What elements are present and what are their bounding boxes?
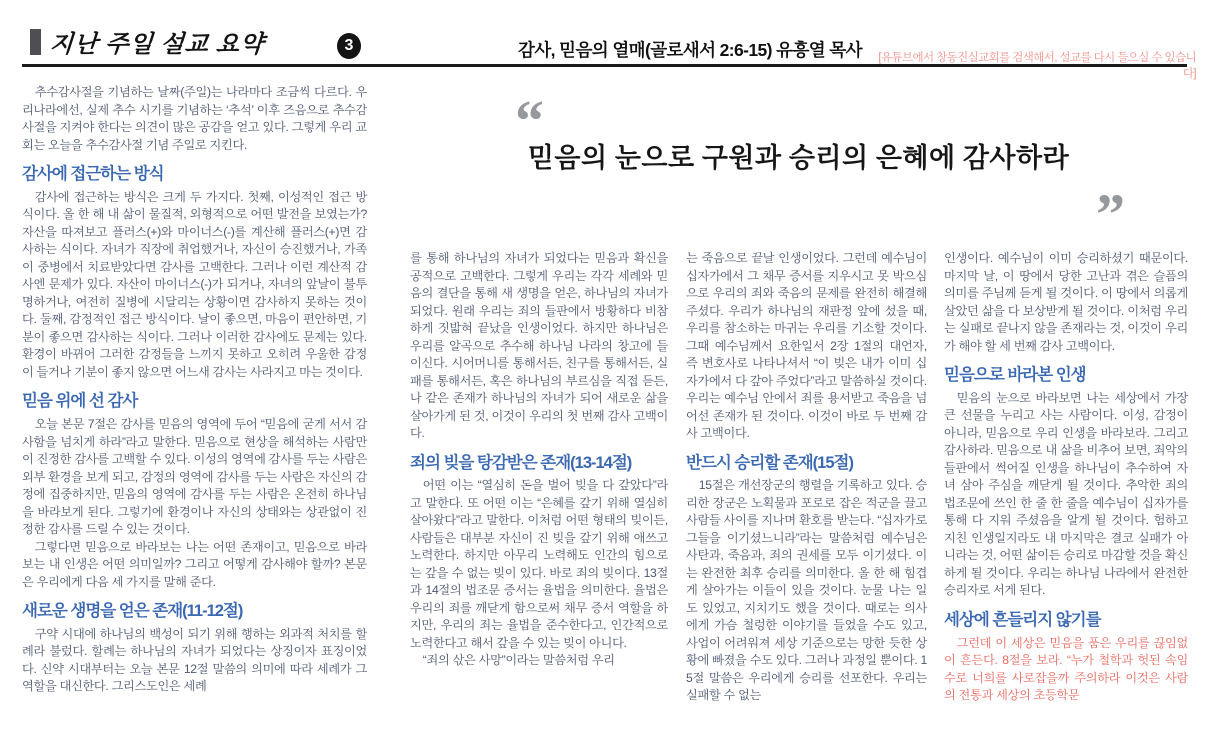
column-3 — [686, 250, 927, 705]
logo-block-icon — [30, 29, 41, 55]
section-logo-text: 지난 주일 설교 요약 — [48, 32, 266, 58]
body-paragraph: 어떤 이는 “열심히 돈을 벌어 빚을 다 갚았다”라고 말한다. 또 어떤 이는 “은혜를 갚기 위해 열심히 살아왔다”라고 말한다. 이처럼 어떤 형태의 빚이든, 사람들은 대부분 자신이 진 빚을 갚기 위해 애쓰고 노력한다. 하지만 아무리 노력해도 인간의 힘으로는 갚을 수 없는 빚이 있다. 바로 죄의 빚이다. 13절과 14절의 법조문 증서는 율법을 의미한다. 율법은 우리의 죄를 깨닫게 함으로써 채무 증서 역할을 하지만, 우리의 죄는 율법을 준수한다고, 인간적으로 노력한다고 해서 갚을 수 있는 빚이 아니다. — [410, 478, 668, 650]
column-2 — [410, 250, 668, 670]
column-4 — [944, 250, 1188, 705]
body-paragraph: 그렇다면 믿음으로 바라보는 나는 어떤 존재이고, 믿음으로 바라보는 내 인생은 어떤 의미일까? 그리고 어떻게 감사해야 할까? 본문은 우리에게 다음 세 가지를 말해 준다. — [22, 539, 367, 589]
body-paragraph: 는 죽음으로 끝날 인생이었다. 그런데 예수님이 십자가에서 그 채무 증서를 지우시고 못 박으심으로 우리의 죄와 죽음의 문제를 완전히 해결해 주셨다. 우리가 하나님의 재판정 앞에 섰을 때, 우리를 참소하는 마귀는 우리를 기소할 것이다. 그때 예수님께서 요한일서 2장 1절의 대언자, 즉 변호사로 나타나셔서 “이 빚은 내가 이미 십자가에서 다 갚아 주었다”라고 말씀하실 것이다. 우리는 예수님 안에서 죄를 용서받고 죽음을 넘어선 존재가 된 것이다. 이것이 바로 두 번째 감사 고백이다. — [686, 251, 927, 440]
body-paragraph: 오늘 본문 7절은 감사를 믿음의 영역에 두어 “믿음에 굳게 서서 감사함을 넘치게 하라”라고 말한다. 믿음으로 현상을 해석하는 사람만이 진정한 감사를 고백할 수 있다. 이성의 영역에 감사를 두는 사람은 외부 환경을 보게 되고, 감정의 영역에 감사를 두는 사람은 자신의 감정에 집중하지만, 믿음의 영역에 감사를 두는 사람은 온전히 하나님을 바라보게 된다. 그렇기에 환경이나 자신의 상태와는 상관없이 진정한 감사를 드릴 수 있는 것이다. — [22, 417, 367, 537]
header-divider — [22, 64, 1187, 67]
pull-quote-text: 믿음의 눈으로 구원과 승리의 은혜에 감사하라 — [527, 143, 1070, 173]
body-paragraph: 추수감사절을 기념하는 날짜(주일)는 나라마다 조금씩 다르다. 우리나라에선, 실제 추수 시기를 기념하는 ‘추석’ 이후 즈음으로 추수감사절을 지켜야 한다는 의견이 많은 공감을 얻고 있다. 그렇게 우리 교회는 오늘을 추수감사절 기념 주일로 지킨다. — [22, 85, 367, 152]
section-heading: 죄의 빚을 탕감받은 존재(13-14절) — [410, 453, 632, 472]
body-paragraph: 인생이다. 예수님이 이미 승리하셨기 때문이다. 마지막 날, 이 땅에서 당한 고난과 겪은 슬픔의 의미를 주님께 듣게 될 것이다. 이 땅에서 의롭게 살았던 삶을 다 보상받게 될 것이다. 이처럼 우리는 실패로 끝나지 않을 존재라는 것, 이것이 우리가 해야 할 세 번째 감사 고백이다. — [944, 251, 1188, 353]
page-number-badge: 3 — [337, 33, 361, 59]
body-paragraph: 15절은 개선장군의 행렬을 기록하고 있다. 승리한 장군은 노획물과 포로로 잡은 적군을 끌고 사람들 사이를 지나며 환호를 받는다. “십자가로 그들을 이기셨느니라”라는 말씀처럼 예수님은 사탄과, 죽음과, 죄의 권세를 모두 이기셨다. 이는 완전한 최후 승리를 의미한다. 올 한 해 힘겹게 살아가는 이들이 있을 것이다. 눈물 나는 일도 있었고, 지치기도 했을 것이다. 때로는 의사에게 가슴 철렁한 이야기를 들었을 수도 있고, 사업이 어려워져 세상 기준으로는 망한 듯한 상황에 빠졌을 수도 있다. 그러나 과정일 뿐이다. 15절 말씀은 우리에게 승리를 선포한다. 우리는 실패할 수 없는 — [686, 478, 927, 703]
body-paragraph: 그런데 이 세상은 믿음을 품은 우리를 끊임없이 흔든다. 8절을 보라. “누가 철학과 헛된 속임수로 너희를 사로잡을까 주의하라 이것은 사람의 전통과 세상의 초등학문 — [944, 635, 1188, 703]
pull-quote — [410, 84, 1187, 250]
body-paragraph: “죄의 삯은 사망”이라는 말씀처럼 우리 — [422, 653, 615, 668]
body-paragraph: 감사에 접근하는 방식은 크게 두 가지다. 첫째, 이성적인 접근 방식이다. 올 한 해 내 삶이 물질적, 외형적으로 어떤 발전을 보였는가? 자산을 따져보고 플러스(+)와 마이너스(-)를 계산해 플러스(+)면 감사하는 식이다. 자녀가 직장에 취업했거나, 자신이 승진했거나, 가족이 중병에서 치료받았다면 감사를 고백한다. 그러나 이런 계산적 감사엔 문제가 있다. 자산이 마이너스(-)가 되거나, 자녀의 앞날이 불투명하거나, 여전히 질병에 시달리는 상황이면 감사하지 못하는 것이다. 둘째, 감정적인 접근 방식이다. 날이 좋으면, 마음이 편안하면, 기분이 좋으면 감사하는 식이다. 그러나 이러한 감사에도 문제는 있다. 환경이 바뀌어 그러한 감정들을 느끼지 못하고 오히려 우울한 감정이 들거나 기분이 좋지 않으면 어느새 감사는 사라지고 마는 것이다. — [22, 189, 367, 379]
section-logo — [30, 24, 264, 59]
section-heading: 새로운 생명을 얻은 존재(11-12절) — [22, 602, 243, 621]
column-1 — [22, 84, 367, 696]
sermon-title: 감사, 믿음의 열매(골로새서 2:6-15) 유흥열 목사 — [518, 40, 862, 60]
section-heading: 믿음으로 바라본 인생 — [944, 366, 1086, 384]
youtube-note: [유튜브에서 창동진실교회를 검색해서, 설교를 다시 들으실 수 있습니다] — [878, 52, 1196, 80]
body-paragraph: 구약 시대에 하나님의 백성이 되기 위해 행하는 외과적 처치를 할례라 불렀다. 할례는 하나님의 자녀가 되었다는 상징이자 표징이었다. 신약 시대부터는 오늘 본문 12절 말씀의 의미에 따라 세례가 그 역할을 대신한다. 그리스도인은 세례 — [22, 626, 367, 694]
open-quote-icon: “ — [515, 88, 544, 153]
body-paragraph: 를 통해 하나님의 자녀가 되었다는 믿음과 확신을 공적으로 고백한다. 그렇게 우리는 각각 세례와 믿음의 결단을 통해 새 생명을 얻은, 하나님의 자녀가 되었다. 원래 우리는 죄의 들판에서 방황하다 비참하게 짓밟혀 끝났을 인생이었다. 하지만 하나님은 우리를 알곡으로 추수해 하나님 나라의 창고에 들이신다. 시어머니를 통해서든, 친구를 통해서든, 실패를 통해서든, 혹은 하나님의 부르심을 직접 듣든, 나 같은 존재가 하나님의 자녀가 되어 새로운 삶을 살아가게 된 것, 이것이 우리의 첫 번째 감사 고백이다. — [410, 251, 668, 440]
section-heading: 세상에 흔들리지 않기를 — [944, 610, 1101, 629]
section-heading: 감사에 접근하는 방식 — [22, 165, 164, 183]
section-heading: 반드시 승리할 존재(15절) — [686, 453, 853, 472]
section-heading: 믿음 위에 선 감사 — [22, 392, 138, 411]
close-quote-icon: ” — [1096, 182, 1125, 247]
body-paragraph: 믿음의 눈으로 바라보면 나는 세상에서 가장 큰 선물을 누리고 사는 사람이다. 이성, 감정이 아니라, 믿음으로 우리 인생을 바라보라. 그리고 감사하라. 믿음으로 내 삶을 비추어 보면, 죄악의 들판에서 썩어질 인생을 하나님이 추수하여 자녀 삼아 주심을 깨닫게 될 것이다. 추악한 죄의 법조문에 쓰인 한 줄 한 줄을 예수님이 십자가를 통해 다 지워 주셨음을 알게 될 것이다. 험하고 지친 인생일지라도 내 마지막은 결코 실패가 아니라는 것, 어떤 삶이든 승리로 마감할 것을 확신하게 될 것이다. 우리는 하나님 나라에서 완전한 승리자로 서게 된다. — [944, 390, 1188, 598]
